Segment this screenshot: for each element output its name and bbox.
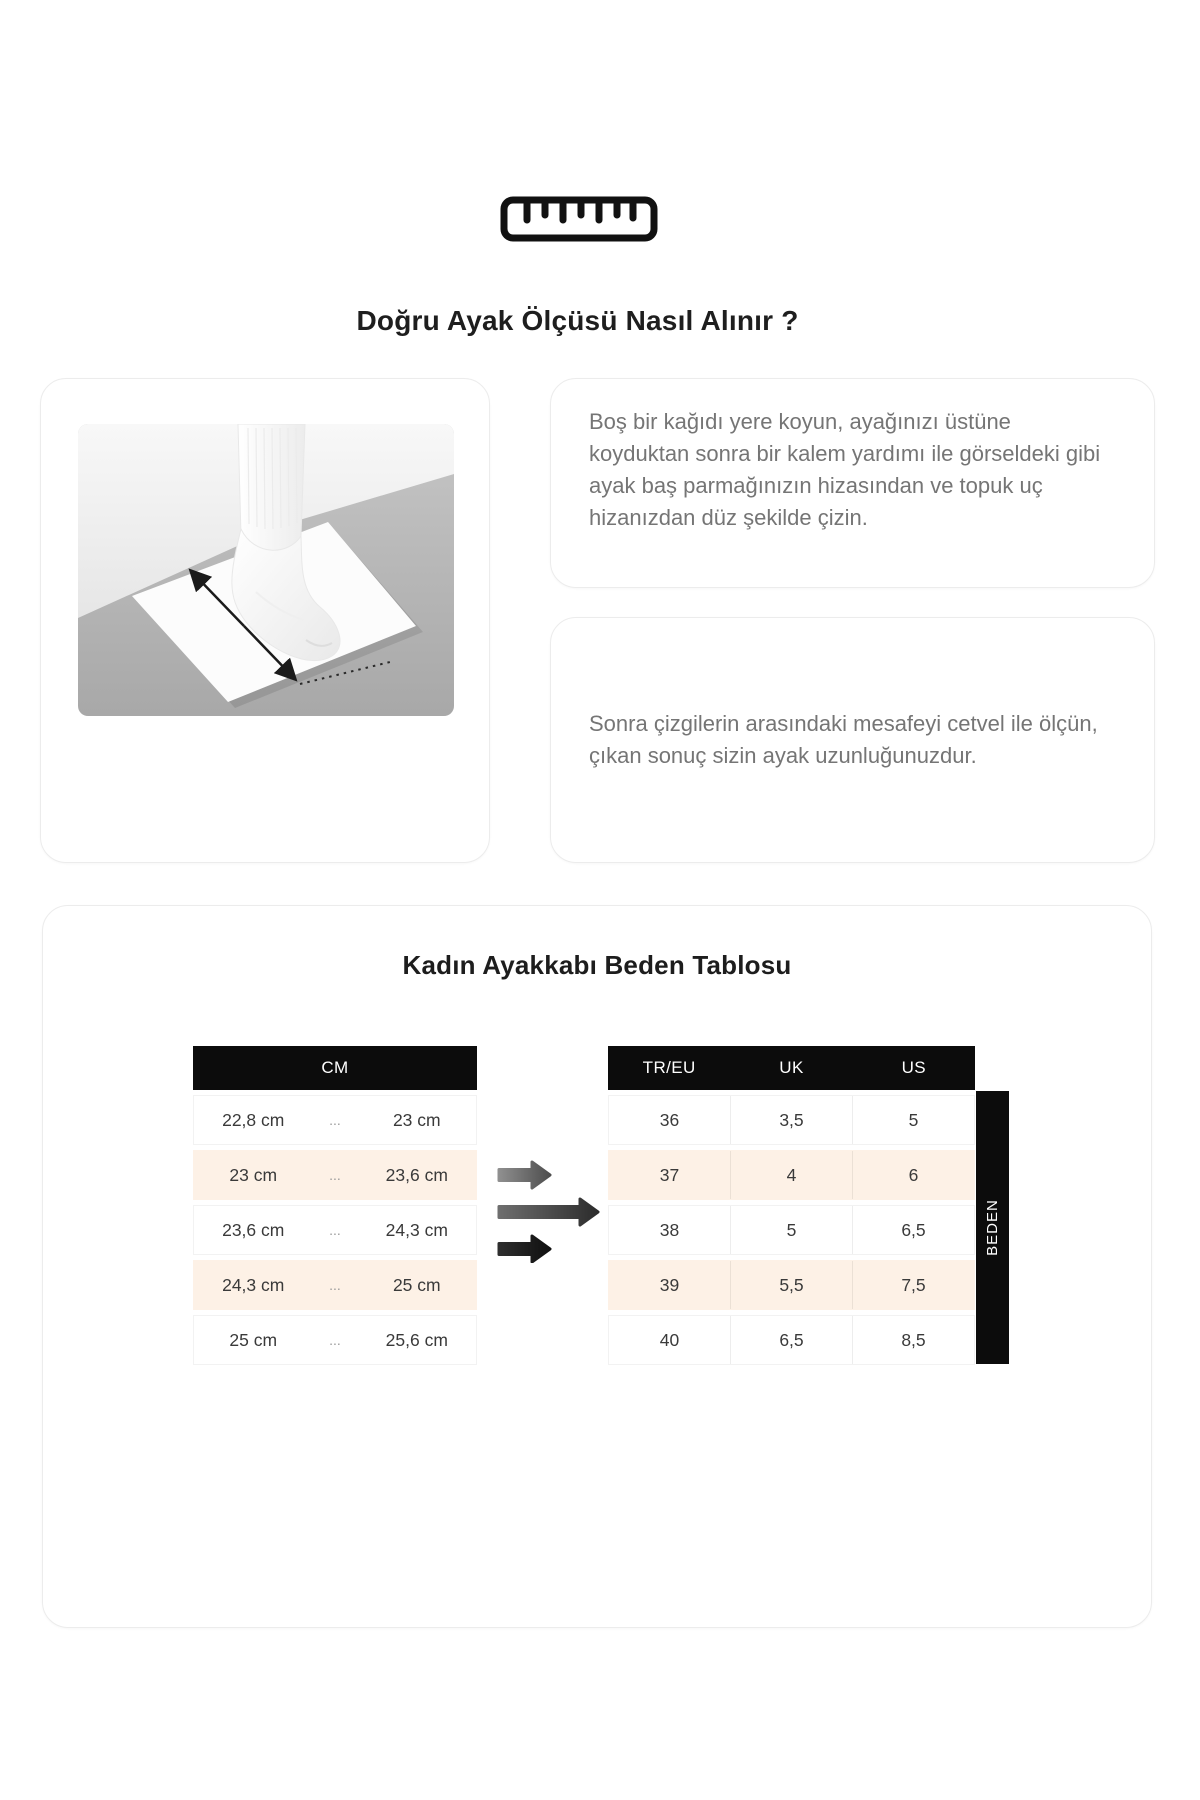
header-uk: UK [779, 1058, 804, 1077]
beden-label-text: BEDEN [984, 1199, 1001, 1256]
cm-table-row [193, 1315, 477, 1365]
beden-vertical-label [976, 1091, 1009, 1364]
cm-to: 23 cm [392, 1110, 441, 1130]
instruction-step2-text: Sonra çizgilerin arasındaki mesafeyi cetvel ile ölçün, çıkan sonuç sizin ayak uzunluğunuzdur. [589, 711, 1098, 768]
cm-to: 24,3 cm [385, 1220, 448, 1240]
size-tr-eu: 36 [659, 1110, 680, 1130]
size-uk: 4 [730, 1151, 852, 1199]
size-tr-eu: 37 [659, 1165, 680, 1185]
cm-separator: ... [329, 1277, 341, 1293]
cm-table-row [193, 1260, 477, 1310]
size-tr-eu: 40 [659, 1330, 680, 1350]
size-table-title: Kadın Ayakkabı Beden Tablosu [402, 950, 792, 980]
size-us: 6 [852, 1151, 974, 1199]
size-us: 6,5 [852, 1206, 974, 1254]
cm-from: 23,6 cm [222, 1220, 285, 1240]
size-uk: 5 [730, 1206, 852, 1254]
header-tr-eu: TR/EU [642, 1058, 696, 1077]
instruction-card-2 [550, 617, 1155, 863]
size-uk: 3,5 [730, 1096, 852, 1144]
instruction-card-1 [550, 378, 1155, 588]
shoe-size-table [608, 1046, 975, 1365]
cm-separator: ... [329, 1167, 341, 1183]
cm-table-header: CM [193, 1046, 477, 1090]
transfer-arrows-svg [496, 1158, 604, 1263]
size-table-row [608, 1315, 975, 1365]
instruction-step1-text: Boş bir kağıdı yere koyun, ayağınızı üstüne koyduktan sonra bir kalem yardımı ile görseldeki gibi ayak baş parmağınızın hizasından ve topuk uç hizanızdan düz şekilde çizin. [589, 409, 1101, 530]
cm-table-row [193, 1095, 477, 1145]
page-title: Doğru Ayak Ölçüsü Nasıl Alınır ? [356, 304, 799, 336]
size-table-row [608, 1095, 975, 1145]
cm-from: 25 cm [229, 1330, 278, 1350]
size-uk: 6,5 [730, 1316, 852, 1364]
ruler-icon [500, 196, 658, 242]
foot-photo-illustration [78, 424, 454, 716]
cm-from: 24,3 cm [222, 1275, 285, 1295]
size-table-row [608, 1260, 975, 1310]
foot-measurement-photo [78, 424, 454, 716]
header-us: US [901, 1058, 927, 1077]
size-us: 8,5 [852, 1316, 974, 1364]
transfer-arrows-icon [496, 1158, 604, 1263]
cm-separator: ... [329, 1112, 341, 1128]
cm-to: 25 cm [392, 1275, 441, 1295]
size-table-row [608, 1205, 975, 1255]
cm-to: 25,6 cm [385, 1330, 448, 1350]
cm-table-row [193, 1150, 477, 1200]
size-uk: 5,5 [730, 1261, 852, 1309]
size-table-card [42, 905, 1152, 1628]
shoe-size-table-header [608, 1046, 975, 1090]
cm-to: 23,6 cm [385, 1165, 448, 1185]
cm-from: 23 cm [229, 1165, 278, 1185]
cm-separator: ... [329, 1332, 341, 1348]
cm-table [193, 1046, 477, 1365]
ruler-icon-svg [500, 196, 658, 242]
cm-table-row [193, 1205, 477, 1255]
size-tr-eu: 38 [659, 1220, 680, 1240]
foot-photo-card [40, 378, 490, 863]
size-us: 5 [852, 1096, 974, 1144]
size-tr-eu: 39 [659, 1275, 680, 1295]
cm-from: 22,8 cm [222, 1110, 285, 1130]
size-table-row [608, 1150, 975, 1200]
size-us: 7,5 [852, 1261, 974, 1309]
cm-separator: ... [329, 1222, 341, 1238]
